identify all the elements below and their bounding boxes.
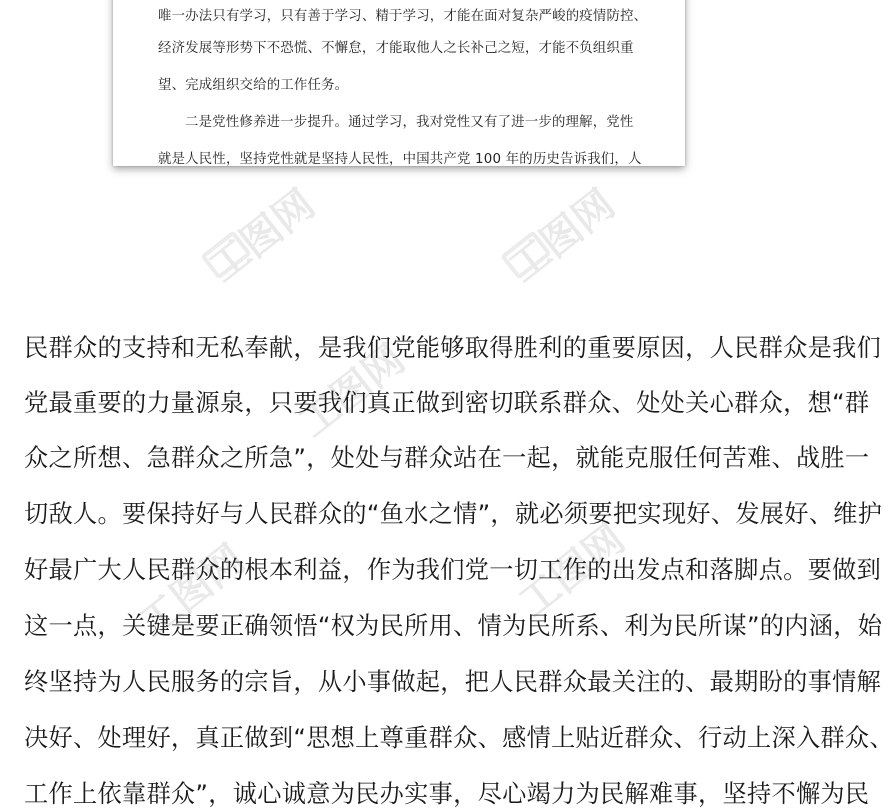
- body-text-line: 切敌人。要保持好与人民群众的“鱼水之情”，就必须要把实现好、发展好、维护: [24, 500, 883, 528]
- card-text-line: 经济发展等形势下不恐慌、不懈怠，才能取他人之长补己之短，才能不负组织重: [158, 41, 634, 56]
- body-text-line: 众之所想、急群众之所急”，处处与群众站在一起，就能克服任何苦难、战胜一: [24, 444, 870, 472]
- body-text-line: 这一点，关键是要正确领悟“权为民所用、情为民所系、利为民所谋”的内涵，始: [24, 612, 883, 640]
- body-text-line: 工作上依靠群众”，诚心诚意为民办实事，尽心竭力为民解难事，坚持不懈为民: [24, 780, 870, 808]
- card-text-line: 二是党性修养进一步提升。通过学习，我对党性又有了进一步的理解，党性: [185, 115, 634, 130]
- card-text-line: 唯一办法只有学习，只有善于学习、精于学习，才能在面对复杂严峻的疫情防控、: [158, 9, 648, 24]
- watermark: 工图网: [500, 181, 624, 292]
- watermark: 工图网: [130, 536, 254, 647]
- card-text-line: 望、完成组织交给的工作任务。: [158, 78, 349, 93]
- watermark: 工图网: [510, 516, 634, 627]
- page-preview-card: [113, 0, 685, 166]
- body-text-line: 决好、处理好，真正做到“思想上尊重群众、感情上贴近群众、行动上深入群众、: [24, 724, 894, 752]
- watermark: 工图网: [200, 181, 324, 292]
- body-text-line: 好最广大人民群众的根本利益，作为我们党一切工作的出发点和落脚点。要做到: [24, 556, 882, 584]
- body-text-line: 终坚持为人民服务的宗旨，从小事做起，把人民群众最关注的、最期盼的事情解: [24, 668, 882, 696]
- watermark: 工图网: [290, 336, 414, 447]
- body-text-line: 民群众的支持和无私奉献，是我们党能够取得胜利的重要原因，人民群众是我们: [24, 334, 882, 362]
- body-text-line: 党最重要的力量源泉，只要我们真正做到密切联系群众、处处关心群众，想“群: [24, 389, 870, 417]
- card-text-line: 就是人民性，坚持党性就是坚持人民性，中国共产党 100 年的历史告诉我们，人: [158, 152, 642, 167]
